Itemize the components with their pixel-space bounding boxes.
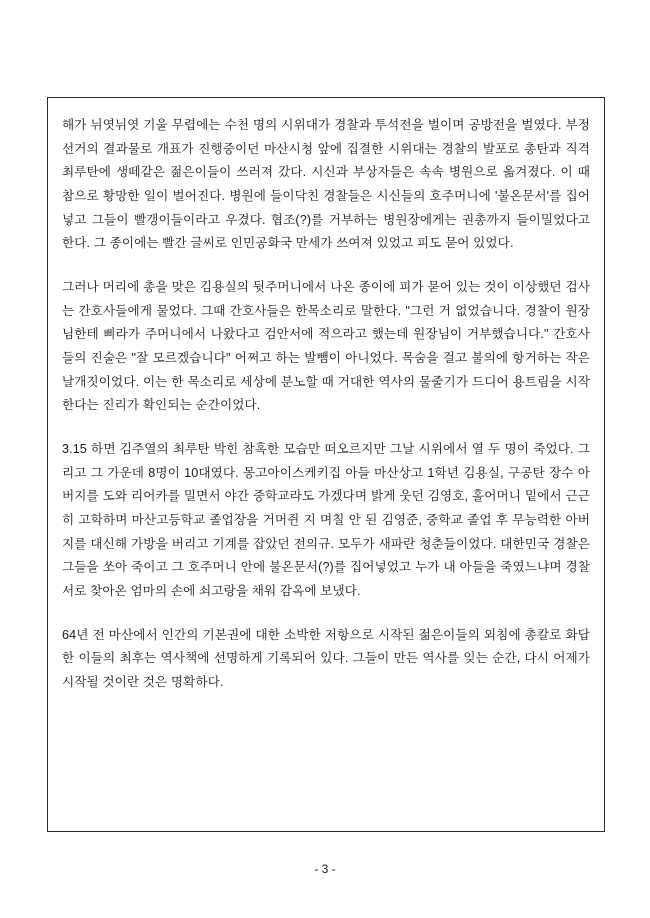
paragraph-1: 해가 뉘엿뉘엿 기울 무렵에는 수천 명의 시위대가 경찰과 투석전을 벌이며 공방전을 벌였다. 부정선거의 결과물로 개표가 진행중이던 마산시청 앞에 집결한 시위대는 경찰의 발포로 총탄과 직격 최루탄에 생떼같은 젊은이들이 쓰러져 갔다. 시신과 부상자들은 속속 병원으로 옮겨졌다. 이 때 참으로 황망한 일이 벌어진다. 병원에 들이닥친 경찰들은 시신들의 호주머니에 '불온문서'를 집어넣고 그들이 빨갱이들이라고 우겼다. 협조(?)를 거부하는 병원장에게는 권총까지 들이밀었다고 한다. 그 종이에는 빨간 글씨로 인민공화국 만세가 쓰여져 있었고 피도 묻어 있었다. xyxy=(62,118,590,251)
text-frame xyxy=(47,97,605,832)
paragraph-3: 3.15 하면 김주열의 최루탄 박힌 참혹한 모습만 떠오르지만 그날 시위에서 열 두 명이 죽었다. 그리고 그 가운데 8명이 10대였다. 몽고아이스케키집 아들 마산상고 1학년 김용실, 구공탄 장수 아버지를 도와 리어카를 밀면서 야간 중학교라도 가겠다며 밝게 웃던 김영호, 홀어머니 밑에서 근근히 고학하며 마산고등학교 졸업장을 거머쥔 지 며칠 안 된 김영준, 중학교 졸업 후 무능력한 아버지를 대신해 가방을 버리고 기계를 잡았던 전의규. 모두가 새파란 청춘들이었다. 대한민국 경찰은 그들을 쏘아 죽이고 그 호주머니 안에 불온문서(?)를 집어넣었고 누가 내 아들을 죽였느냐며 경찰서로 찾아온 엄마의 손에 쇠고랑을 채워 감옥에 보냈다. xyxy=(62,442,590,599)
paragraph-2: 그러나 머리에 총을 맞은 김용실의 뒷주머니에서 나온 종이에 피가 묻어 있는 것이 이상했던 검사는 간호사들에게 물었다. 그때 간호사들은 한목소리로 말한다. "그런 거 없었습니다. 경찰이 원장님한테 삐라가 주머니에서 나왔다고 검안서에 적으라고 했는데 원장님이 거부했습니다." 간호사들의 진술은 "잘 모르겠습니다" 어쩌고 하는 발뺌이 아니었다. 목숨을 걸고 불의에 항거하는 작은 날개짓이었다. 이는 한 목소리로 세상에 분노할 때 거대한 역사의 물줄기가 드디어 용트림을 시작한다는 진리가 확인되는 순간이었다. xyxy=(62,280,590,413)
text-frame-inner xyxy=(48,98,604,695)
paragraph-4: 64년 전 마산에서 인간의 기본권에 대한 소박한 저항으로 시작된 젊은이들의 외침에 총칼로 화답한 이들의 최후는 역사책에 선명하게 기록되어 있다. 그들이 만든 역사를 잊는 순간, 다시 어제가 시작될 것이란 것은 명확하다. xyxy=(62,627,590,690)
page-number: - 3 - xyxy=(314,862,336,876)
